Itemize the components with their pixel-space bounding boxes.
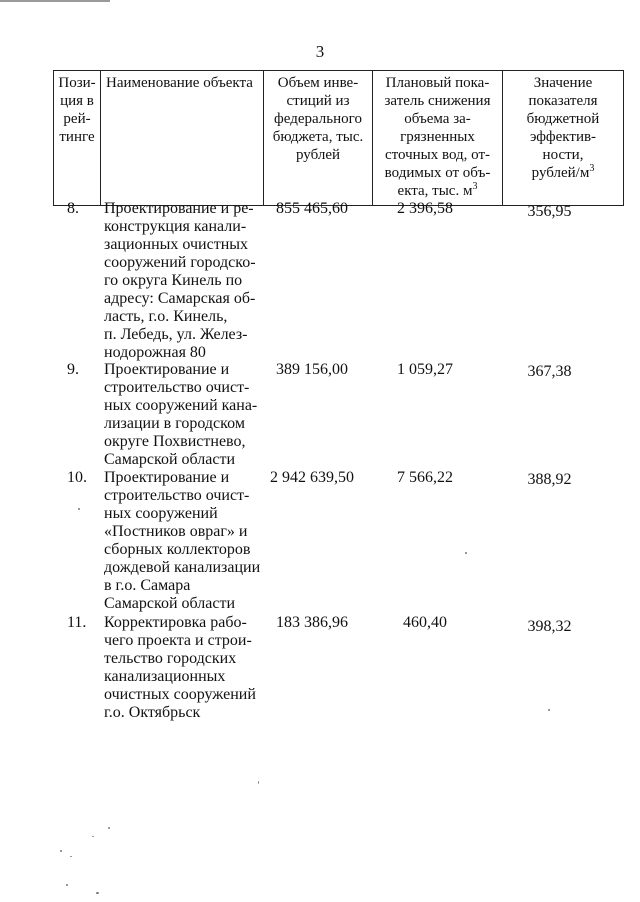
- row-object-name: Проектирование и ре- конструкция канали- зационных очистных сооружений городско- го округа Кинель по адресу: Самарская об- ласть, г.о. Кинель, п. Лебедь, ул. Желез- нодорожная 80: [104, 200, 256, 361]
- scan-edge: [0, 0, 110, 2]
- row-planned-reduction: 7 566,22: [397, 469, 453, 486]
- scan-speck: [465, 552, 467, 554]
- header-planned-reduction: [373, 71, 503, 206]
- row-planned-reduction: 2 396,58: [397, 200, 453, 217]
- row-object-name: Проектирование и строительство очист- ных сооружений «Постников овраг» и сборных коллекторов дождевой канализации в г.о. Самара Самарской области: [104, 469, 261, 612]
- row-efficiency: 367,38: [527, 363, 572, 380]
- row-investment: 183 386,96: [276, 614, 348, 631]
- scan-speck: [92, 836, 94, 837]
- row-position: 8.: [67, 200, 79, 217]
- row-investment: 389 156,00: [276, 361, 348, 378]
- scan-speck: [108, 827, 110, 829]
- row-object-name: Корректировка рабо- чего проекта и строи- тельство городских канализационных очистных сооружений г.о. Октябрьск: [104, 614, 256, 721]
- row-object-name: Проектирование и строительство очист- ных сооружений кана- лизации в городском округе Похвистнево, Самарской области: [104, 361, 258, 468]
- scan-speck: [66, 884, 68, 886]
- scan-speck: [96, 892, 99, 894]
- scan-speck: [548, 709, 550, 711]
- header-planned-reduction-sup: 3: [472, 181, 478, 192]
- header-investment: [264, 71, 373, 206]
- header-name: [101, 71, 264, 206]
- scan-speck: [78, 508, 80, 510]
- scan-speck: [70, 856, 72, 857]
- row-efficiency: 356,95: [527, 203, 572, 220]
- row-planned-reduction: 460,40: [403, 614, 447, 631]
- table-header: [53, 70, 624, 206]
- row-efficiency: 398,32: [527, 618, 572, 635]
- row-position: 10.: [67, 469, 87, 486]
- row-efficiency: 388,92: [527, 471, 572, 488]
- header-efficiency: [503, 71, 624, 206]
- header-position: [54, 71, 101, 206]
- header-investment-text: Объем инве- стиций из федерального бюджета, тыс. рублей: [272, 75, 364, 163]
- header-efficiency-text: Значение показателя бюджетной эффектив- ности, рублей/м: [526, 75, 600, 181]
- row-investment: 2 942 639,50: [270, 469, 354, 486]
- row-position: 9.: [67, 361, 79, 378]
- row-investment: 855 465,60: [276, 200, 348, 217]
- page-number: 3: [315, 42, 325, 61]
- row-planned-reduction: 1 059,27: [397, 361, 453, 378]
- scan-speck: [60, 850, 62, 852]
- header-position-text: Пози- ция в рей- тинге: [58, 75, 96, 145]
- header-name-text: Наименование объекта: [106, 75, 253, 91]
- header-planned-reduction-text: Плановый пока- затель снижения объема за- грязненных сточных вод, от- водимых от объ- екта, тыс. м: [384, 75, 491, 199]
- table-header-row: [54, 71, 624, 206]
- scan-speck: [258, 781, 259, 784]
- row-position: 11.: [67, 614, 87, 631]
- header-efficiency-sup: 3: [589, 163, 595, 174]
